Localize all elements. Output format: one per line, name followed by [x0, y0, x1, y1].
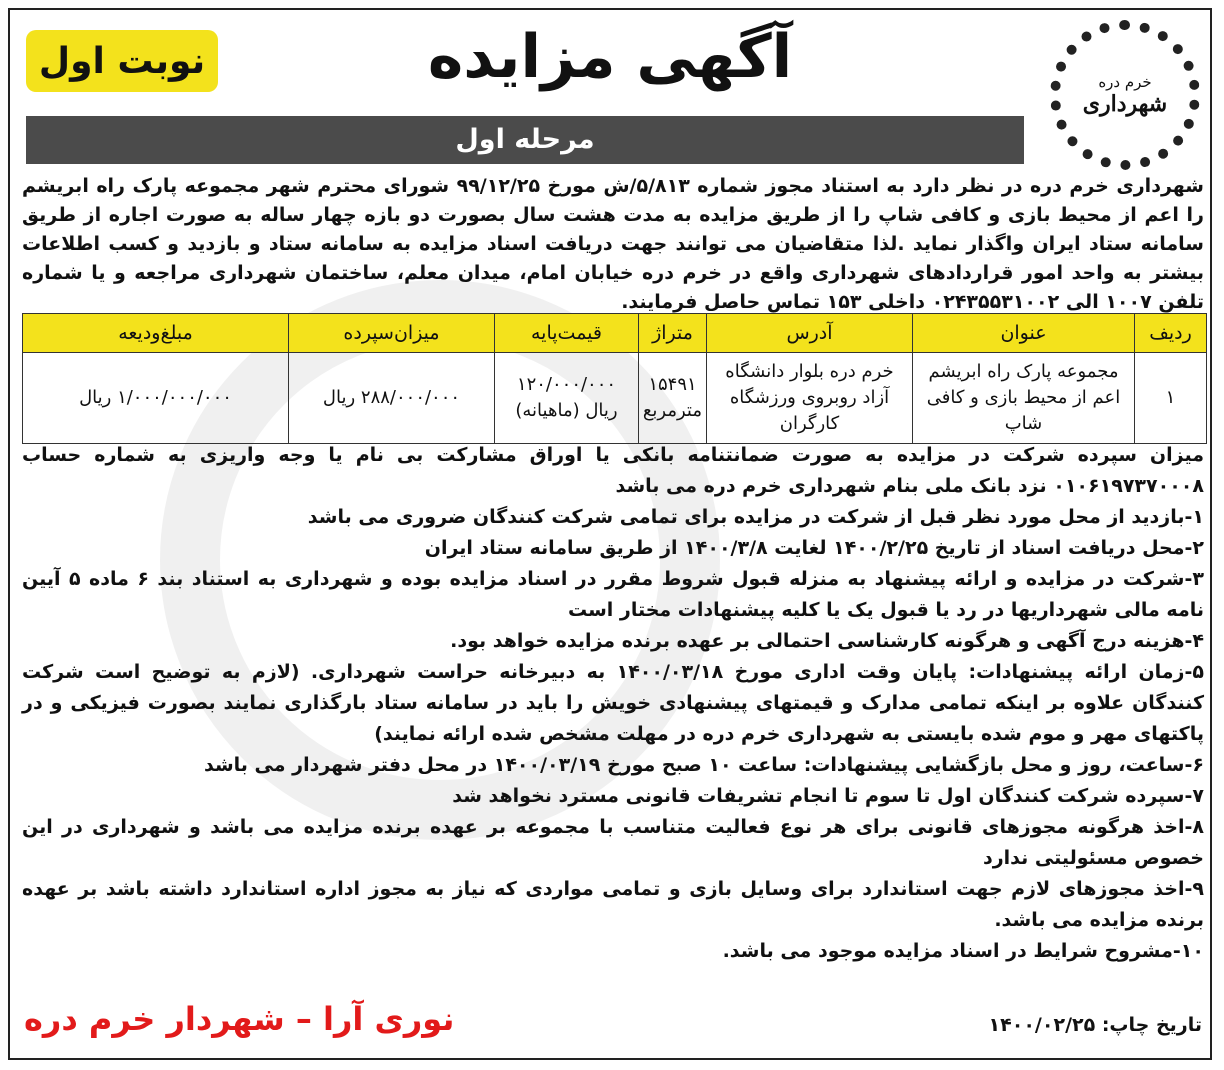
- header-deposit: میزان‌سپرده: [289, 314, 495, 353]
- condition-deposit: میزان سپرده شرکت در مزایده به صورت ضمانتنامه بانکی یا اوراق مشارکت بی نام یا وجه واریزی به شماره حساب ۰۱۰۶۱۹۷۳۷۰۰۰۸ نزد بانک ملی بنام شهرداری خرم دره می باشد: [22, 444, 1204, 497]
- table-header-row: [23, 314, 1207, 353]
- header-address: آدرس: [707, 314, 913, 353]
- condition-item: ۱۰-مشروح شرایط در اسناد مزایده موجود می باشد.: [722, 940, 1204, 962]
- condition-item: ۳-شرکت در مزایده و ارائه پیشنهاد به منزله قبول شروط مقرر در اسناد مزایده بوده و شهرداری به استناد بند ۶ ماده ۵ آیین نامه مالی شهرداریها در رد یا قبول یک یا کلیه پیشنهادات مختار است: [22, 568, 1204, 621]
- print-date: تاریخ چاپ: ۱۴۰۰/۰۲/۲۵: [988, 1014, 1202, 1036]
- condition-item: ۵-زمان ارائه پیشنهادات: پایان وقت اداری مورخ ۱۴۰۰/۰۳/۱۸ به دبیرخانه حراست شهرداری. (لازم به توضیح است شرکت کنندگان علاوه بر اینکه تمامی مدارک و قیمتهای پیشنهادی خویش را باید در سامانه ستاد بارگذاری نمایند بصورت فیزیکی و در پاکتهای مهر و موم شده بایستی به شهرداری خرم دره در مهلت مشخص شده ارائه نمایند): [22, 661, 1204, 745]
- mayor-signature: نوری آرا – شهردار خرم دره: [24, 1000, 455, 1038]
- cell-address: خرم دره بلوار دانشگاه آزاد روبروی ورزشگاه کارگران: [707, 353, 913, 444]
- condition-item: ۶-ساعت، روز و محل بازگشایی پیشنهادات: ساعت ۱۰ صبح مورخ ۱۴۰۰/۰۳/۱۹ در محل دفتر شهردار می باشد: [203, 754, 1204, 776]
- stage-banner: مرحله اول: [26, 116, 1024, 164]
- header-guarantee: مبلغ‌ودیعه: [23, 314, 289, 353]
- cell-row-number: ۱: [1135, 353, 1207, 444]
- condition-item: ۱-بازدید از محل مورد نظر قبل از شرکت در مزایده برای تمامی شرکت کنندگان ضروری می باشد: [307, 506, 1204, 528]
- auction-table: [22, 313, 1207, 444]
- cell-area: ۱۵۴۹۱ مترمربع: [639, 353, 707, 444]
- conditions-list: [22, 440, 1204, 967]
- header-row-number: ردیف: [1135, 314, 1207, 353]
- condition-item: ۲-محل دریافت اسناد از تاریخ ۱۴۰۰/۲/۲۵ لغایت ۱۴۰۰/۳/۸ از طریق سامانه ستاد ایران: [424, 537, 1204, 559]
- condition-item: ۴-هزینه درج آگهی و هرگونه کارشناسی احتمالی بر عهده برنده مزایده خواهد بود.: [450, 630, 1204, 652]
- cell-base-price: ۱۲۰/۰۰۰/۰۰۰ ریال (ماهیانه): [495, 353, 639, 444]
- header-title: عنوان: [913, 314, 1135, 353]
- cell-deposit: ۲۸۸/۰۰۰/۰۰۰ ریال: [289, 353, 495, 444]
- condition-item: ۷-سپرده شرکت کنندگان اول تا سوم تا انجام تشریفات قانونی مسترد نخواهد شد: [452, 785, 1204, 807]
- logo-text-municipality: شهرداری: [1082, 91, 1168, 117]
- page-title: آگهی مزایده: [427, 22, 793, 92]
- municipality-logo: [1040, 14, 1210, 176]
- intro-paragraph: شهرداری خرم دره در نظر دارد به استناد مجوز شماره ۵/۸۱۳/ش مورخ ۹۹/۱۲/۲۵ شورای محترم شهر مجموعه پارک راه ابریشم را اعم از محیط بازی و کافی شاپ را از طریق مزایده به مدت هشت سال بصورت دو بازه چهار ساله به صورت اجاره از طریق سامانه ستاد ایران واگذار نماید .لذا متقاضیان می توانند جهت دریافت اسناد مزایده به سامانه ستاد و بازدید و کسب اطلاعات بیشتر به واحد امور قراردادهای شهرداری واقع در خرم دره خیابان امام، میدان معلم، ساختمان شهرداری مراجعه و یا شماره تلفن ۱۰۰۷ الی ۰۲۴۳۵۵۳۱۰۰۲ داخلی ۱۵۳ تماس حاصل فرمایند.: [22, 175, 1204, 313]
- header-base-price: قیمت‌پایه: [495, 314, 639, 353]
- table-row: [23, 353, 1207, 444]
- cell-guarantee: ۱/۰۰۰/۰۰۰/۰۰۰ ریال: [23, 353, 289, 444]
- round-badge: نوبت اول: [26, 30, 218, 92]
- logo-text-city: خرم دره: [1098, 73, 1152, 91]
- header-area: متراژ: [639, 314, 707, 353]
- condition-item: ۹-اخذ مجوزهای لازم جهت استاندارد برای وسایل بازی و تمامی مواردی که نیاز به مجوز اداره استاندارد داشته باشد بر عهده برنده مزایده می باشد.: [22, 878, 1204, 931]
- condition-item: ۸-اخذ هرگونه مجوزهای قانونی برای هر نوع فعالیت متناسب با مجموعه بر عهده برنده مزایده می باشد و شهرداری در این خصوص مسئولیتی ندارد: [22, 816, 1204, 869]
- logo-seal: [1050, 20, 1200, 170]
- cell-title: مجموعه پارک راه ابریشم اعم از محیط بازی و کافی شاپ: [913, 353, 1135, 444]
